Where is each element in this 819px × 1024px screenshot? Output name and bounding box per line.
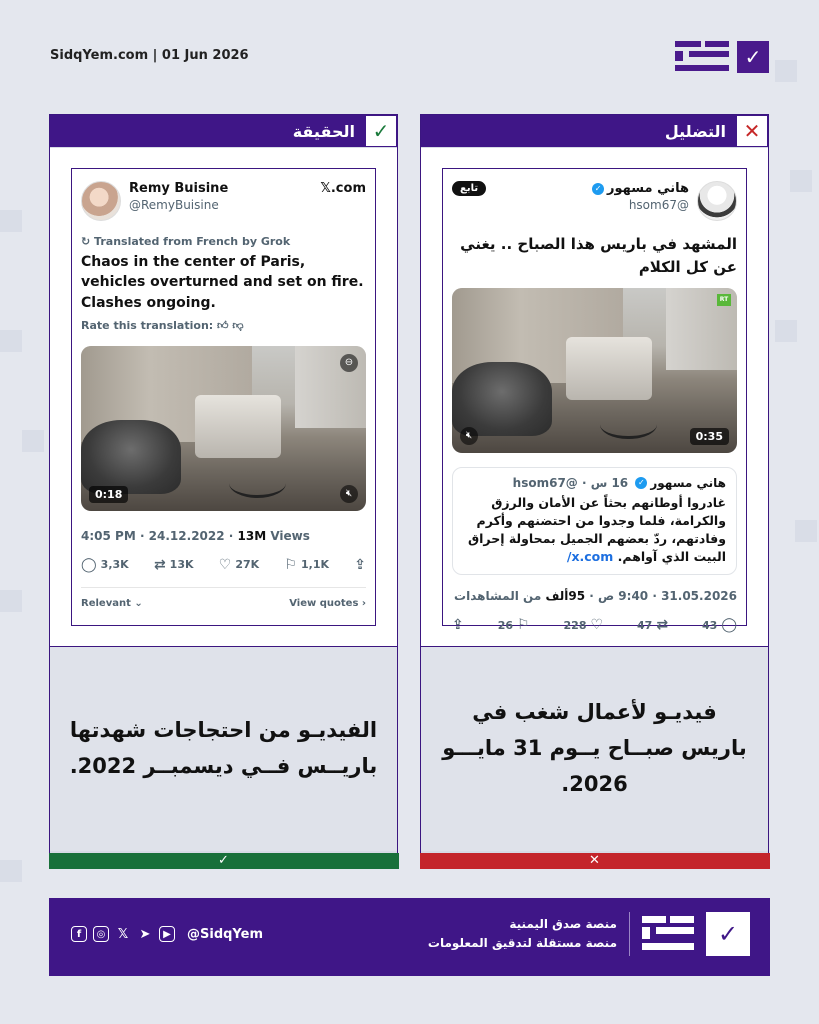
bg-square (775, 60, 797, 82)
footer-separator (629, 912, 630, 956)
divider (81, 587, 366, 588)
thumbs-down-icon[interactable]: 👎︎ (232, 318, 244, 332)
share-icon: ⇪ (452, 617, 464, 633)
translate-icon: ↻ (81, 235, 95, 248)
quote-header (463, 476, 726, 490)
translated-text: Translated from French by Grok (94, 235, 291, 248)
youtube-icon[interactable]: ▶ (159, 926, 175, 942)
video-duration: 0:35 (690, 428, 729, 445)
cross-icon: ✕ (589, 853, 600, 868)
tweet-footer-links (81, 598, 366, 609)
quote-text: غادروا أوطانهم بحثاً عن الأمان والرزق والكرامة، فلما وجدوا من احتضنهم وأكرم وفادتهم، ردّ بعضهم الجميل بمحاولة إحراق البيت الذي آواهم. x.com/ (467, 494, 726, 564)
misleading-caption-text: فيديـو لأعمال شغب في باريس صبــاح يــوم 31 مايـــو 2026. (442, 700, 747, 796)
tweet-header (81, 181, 366, 221)
truth-caption (50, 646, 397, 851)
heart-icon: ♡ (218, 556, 232, 573)
view-quotes-link[interactable]: View quotes › (289, 597, 366, 609)
footer-brand (428, 912, 750, 956)
rate-translation (81, 319, 366, 332)
scene-bike (229, 468, 286, 498)
bg-square (775, 320, 797, 342)
scene-overturned-car (452, 362, 552, 436)
reply-icon: ◯ (721, 617, 737, 633)
views-label: Views (270, 528, 310, 543)
bg-square (0, 590, 22, 612)
footer (49, 898, 770, 976)
video-thumbnail[interactable] (81, 346, 366, 511)
mute-icon[interactable]: 🔇︎ (340, 485, 358, 503)
bg-square (0, 330, 22, 352)
tweet-author (486, 181, 689, 212)
truth-card-area (50, 148, 397, 646)
sidqyem-logo (675, 38, 769, 76)
translated-note (81, 235, 366, 248)
footer-logo-mark (642, 912, 694, 956)
rate-label: Rate this translation: (81, 318, 214, 332)
author-name: هاني مسهور✓ (486, 181, 689, 196)
tweet-actions (452, 617, 737, 633)
social-handle: @SidqYem (187, 926, 264, 942)
x-logo-source: 𝕏.com (320, 181, 366, 196)
misleading-panel (420, 114, 769, 868)
relevant-dropdown[interactable]: Relevant ⌄ (81, 597, 143, 609)
instagram-icon[interactable]: ◎ (93, 926, 109, 942)
bg-square (0, 210, 22, 232)
facebook-icon[interactable]: f (71, 926, 87, 942)
reply-button[interactable]: ◯ 3,3K (81, 556, 129, 573)
misleading-label: التضليل (664, 121, 726, 141)
like-button[interactable]: ♡ 27K (218, 556, 260, 573)
bookmark-icon: ⚐ (284, 556, 297, 573)
truth-caption-text: الفيديـو من احتجاجات شهدتها باريــس فــي ديسمبــر 2022. (69, 718, 378, 778)
footer-line-1: منصة صدق اليمنية (509, 917, 617, 932)
tweet-meta (81, 529, 366, 543)
author-handle: @RemyBuisine (129, 198, 219, 212)
repost-button[interactable]: ⇄ 13K (153, 556, 194, 573)
tweet-author (129, 181, 320, 212)
logo-check-icon: ✓ (737, 41, 769, 73)
video-duration: 0:18 (89, 486, 128, 503)
verified-badge-icon: ✓ (592, 183, 604, 195)
truth-bar (49, 853, 399, 869)
quote-meta: 16 س · @hsom67 (512, 475, 629, 490)
tweet-card-original (71, 168, 376, 626)
check-icon: ✓ (365, 115, 397, 147)
scene-overturned-truck (566, 337, 652, 400)
cross-icon: ✕ (736, 115, 768, 147)
verified-badge-icon: ✓ (635, 477, 647, 489)
truth-label: الحقيقة (292, 121, 355, 141)
share-button[interactable] (354, 557, 366, 573)
repost-button[interactable]: 47 ⇄ (637, 617, 669, 633)
social-links (71, 926, 263, 942)
truth-panel-header (50, 115, 397, 147)
footer-check-icon: ✓ (706, 912, 750, 956)
bookmark-button[interactable]: 26 ⚐ (497, 617, 530, 633)
x-icon[interactable]: 𝕏 (117, 926, 129, 942)
misleading-bar (420, 853, 770, 869)
views-count: 95ألف (545, 589, 586, 603)
tweet-timestamp: 4:05 PM · 24.12.2022 · (81, 528, 238, 543)
footer-line-2: منصة مستقلة لتدقيق المعلومات (427, 936, 617, 950)
tweet-meta (452, 589, 737, 603)
site-date: SidqYem.com | 01 Jun 2026 (50, 48, 249, 63)
quote-link[interactable]: x.com/ (566, 548, 614, 564)
quoted-tweet[interactable] (452, 467, 737, 576)
like-button[interactable]: 228 ♡ (563, 617, 604, 633)
bg-square (790, 170, 812, 192)
misleading-panel-header (421, 115, 768, 147)
tweet-text: Chaos in the center of Paris, vehicles overturned and set on fire. Clashes ongoing. (81, 254, 364, 311)
footer-texts (428, 915, 617, 952)
bg-square (22, 430, 44, 452)
avatar (81, 181, 121, 221)
scene-overturned-truck (195, 395, 281, 458)
heart-icon: ♡ (590, 617, 604, 633)
truth-panel (49, 114, 398, 868)
author-name: Remy Buisine (129, 181, 229, 196)
scene-bike (600, 410, 657, 440)
logo-mark (675, 39, 731, 75)
views-label: من المشاهدات (454, 589, 542, 603)
tweet-actions (81, 557, 366, 573)
views-count: 13M (237, 528, 267, 543)
video-thumbnail[interactable] (452, 288, 737, 453)
bg-square (795, 520, 817, 542)
more-icon[interactable]: ⊖ (340, 354, 358, 372)
check-icon: ✓ (218, 853, 229, 868)
misleading-card-area (421, 148, 768, 646)
thumbs-up-icon[interactable]: 👍︎ (217, 318, 229, 332)
mute-icon[interactable]: 🔇︎ (460, 427, 478, 445)
rt-channel-logo: RT (717, 294, 731, 306)
tweet-header (452, 181, 737, 221)
share-button[interactable] (452, 617, 464, 633)
tweet-card-misleading (442, 168, 747, 633)
bookmark-button[interactable]: ⚐ 1,1K (284, 556, 329, 573)
telegram-icon[interactable]: ➤ (139, 926, 151, 942)
tweet-text: المشهد في باريس هذا الصباح .. يغني عن كل الكلام (460, 235, 737, 277)
misleading-caption (421, 646, 768, 851)
follow-button[interactable]: تابع (452, 181, 486, 196)
repost-icon: ⇄ (153, 556, 166, 573)
bg-square (0, 860, 22, 882)
quote-author-name: هاني مسهور (650, 475, 726, 490)
reply-icon: ◯ (81, 556, 97, 573)
share-icon: ⇪ (354, 556, 366, 573)
repost-icon: ⇄ (656, 617, 669, 633)
author-handle: @hsom67 (628, 198, 689, 212)
reply-button[interactable]: 43 ◯ (702, 617, 737, 633)
scene-overturned-car (81, 420, 181, 494)
avatar (697, 181, 737, 221)
tweet-timestamp: 31.05.2026 · 9:40 ص · (585, 589, 737, 603)
bookmark-icon: ⚐ (517, 617, 530, 633)
